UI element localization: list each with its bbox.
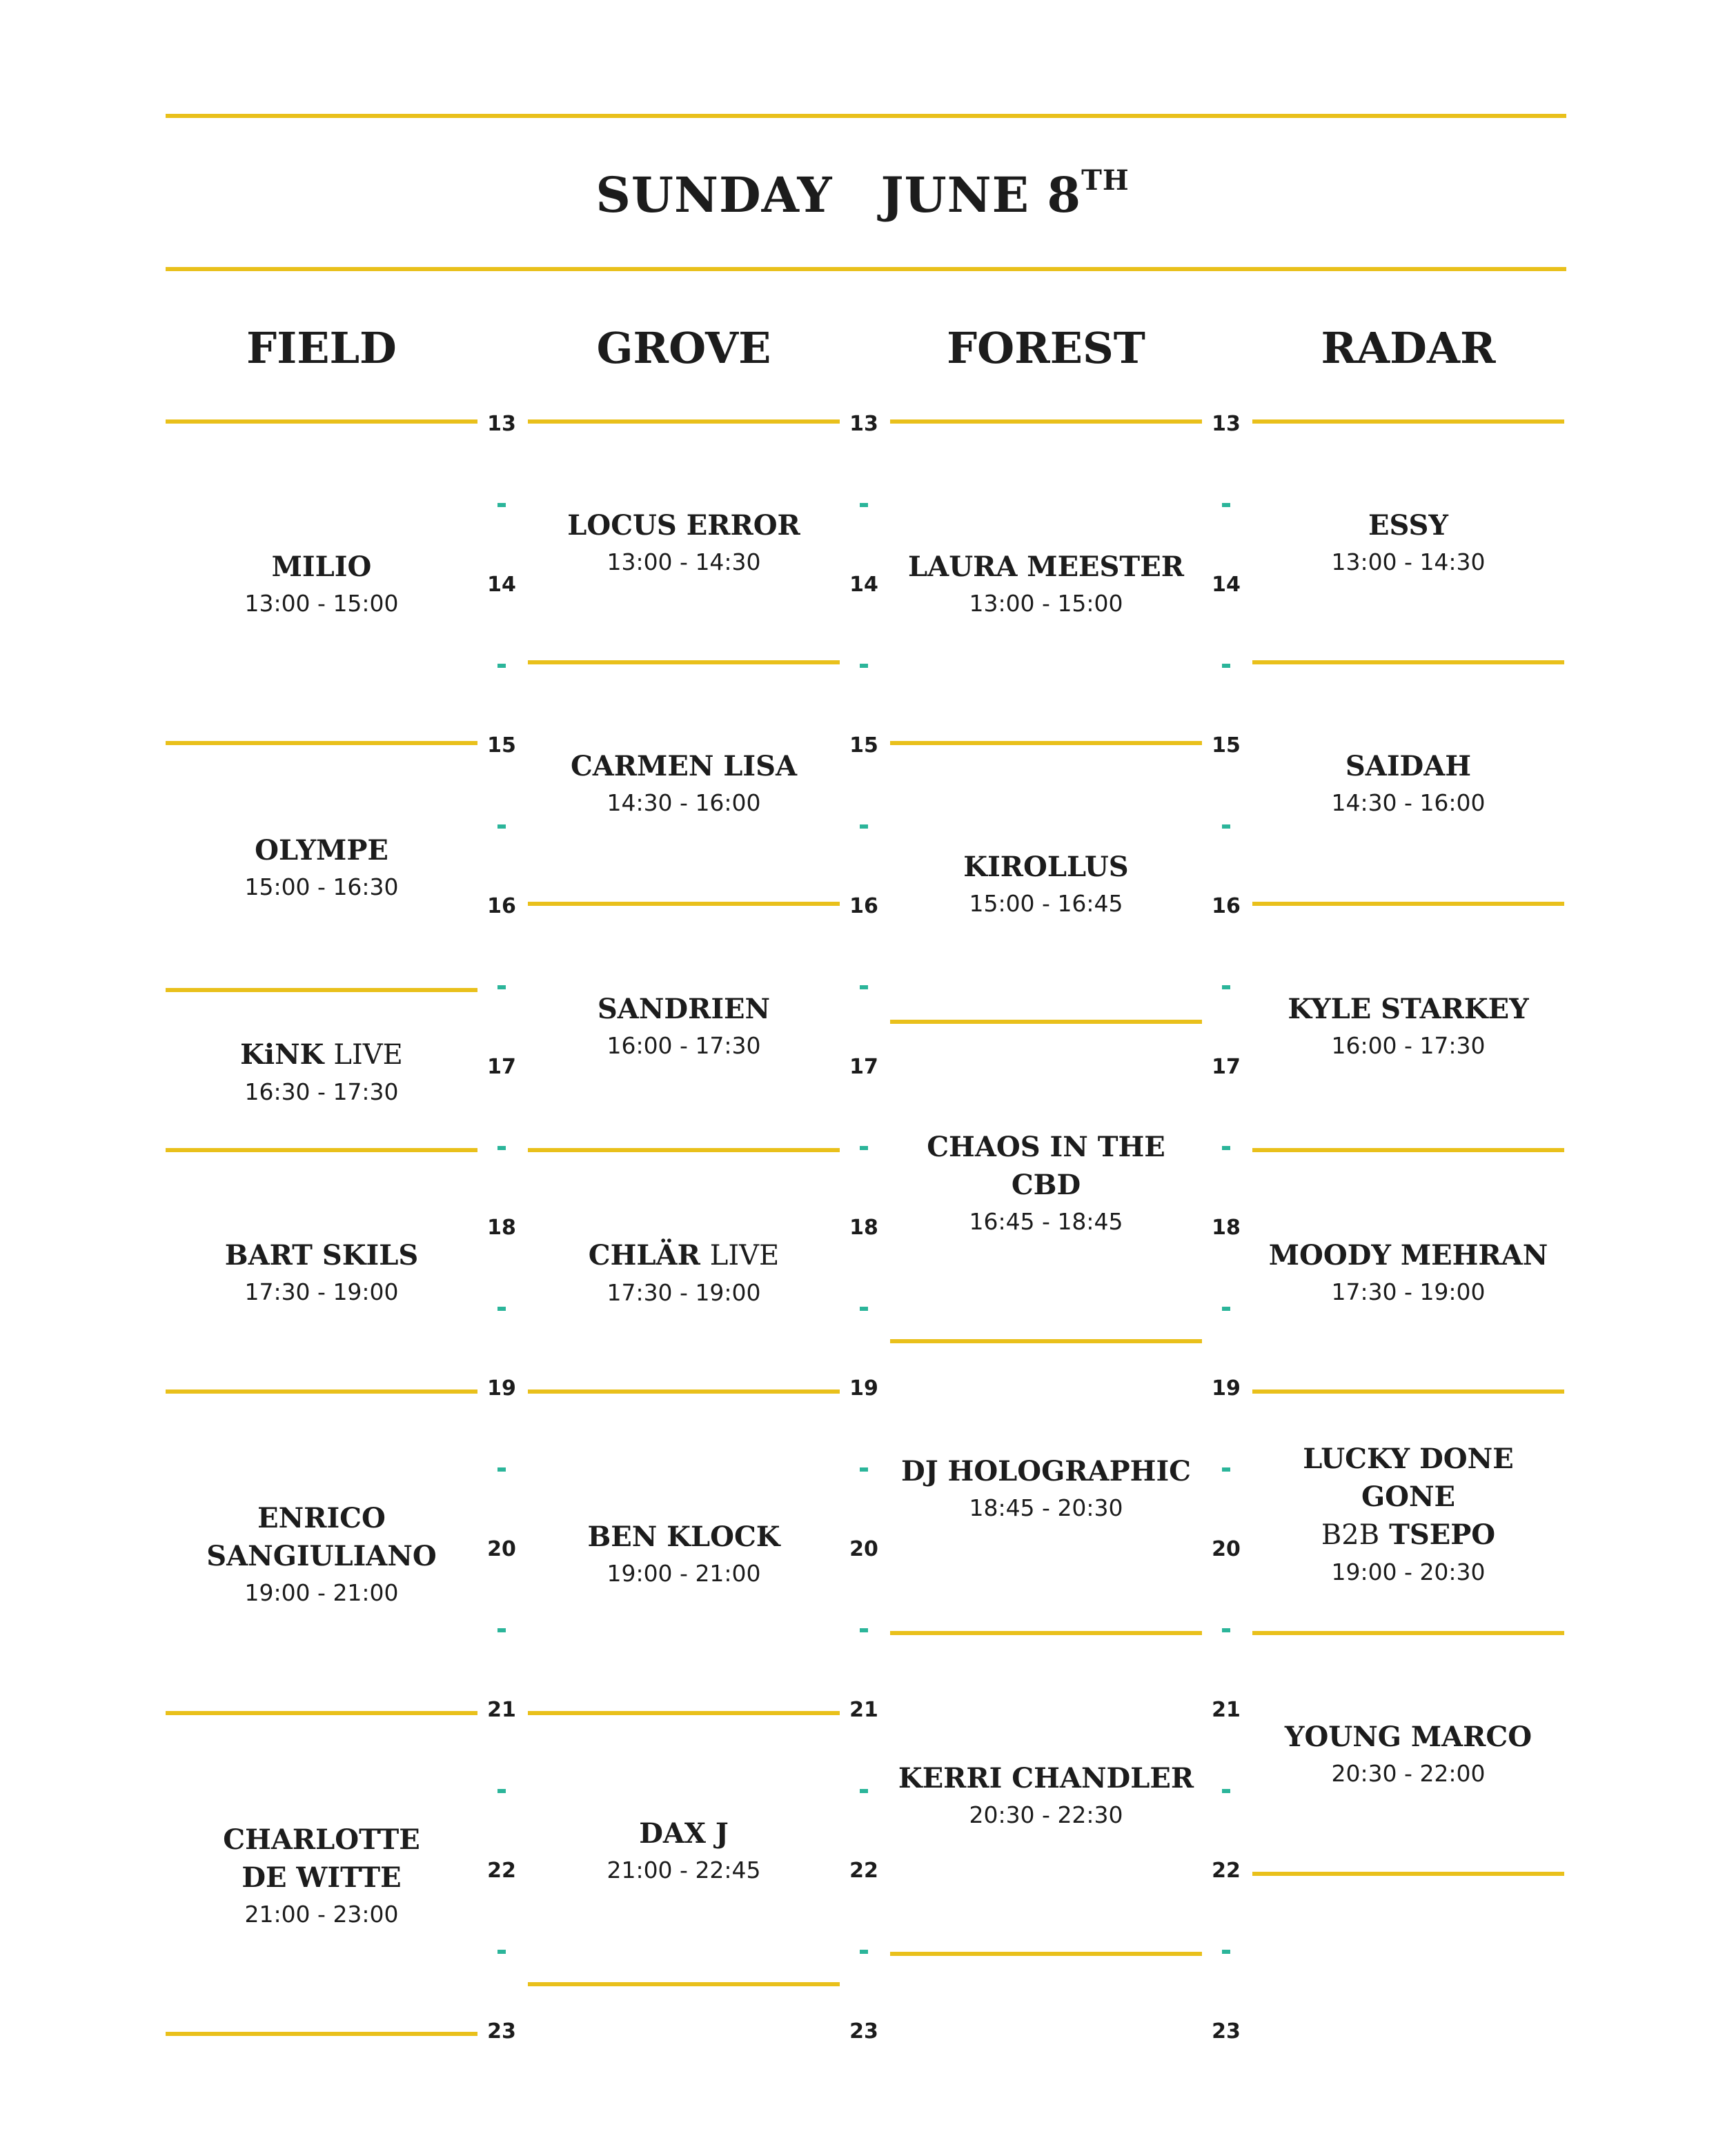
set-slot bbox=[1252, 1392, 1564, 1633]
artist-name: CHAOS IN THE CBD bbox=[927, 1131, 1165, 1201]
set-slot bbox=[166, 990, 477, 1150]
set-slot bbox=[1252, 662, 1564, 901]
hour-label: 13 bbox=[849, 412, 878, 436]
hour-label: 20 bbox=[849, 1537, 878, 1561]
artist-partner: TSEPO bbox=[1389, 1518, 1496, 1551]
half-hour-dash bbox=[860, 503, 868, 507]
set-slot bbox=[528, 904, 840, 1145]
set-slot bbox=[890, 422, 1202, 743]
live-tag: LIVE bbox=[709, 1239, 780, 1272]
set-time: 17:30 - 19:00 bbox=[244, 1278, 399, 1305]
half-hour-dash bbox=[497, 1146, 506, 1150]
hour-label: 18 bbox=[1212, 1216, 1241, 1240]
set-time: 13:00 - 14:30 bbox=[1331, 548, 1486, 575]
live-tag: LIVE bbox=[333, 1038, 403, 1071]
set-slot bbox=[166, 743, 477, 989]
set-time: 21:00 - 22:45 bbox=[607, 1856, 761, 1883]
set-slot bbox=[1252, 422, 1564, 660]
half-hour-dash bbox=[860, 664, 868, 668]
hour-label: 17 bbox=[1212, 1055, 1241, 1079]
set-time: 15:00 - 16:45 bbox=[969, 889, 1123, 917]
set-slot bbox=[166, 1713, 477, 2035]
hour-label: 13 bbox=[1212, 412, 1241, 436]
set-divider bbox=[1252, 1872, 1564, 1876]
stage-header-forest: FOREST bbox=[947, 323, 1145, 373]
artist-name: BART SKILS bbox=[224, 1239, 419, 1272]
artist-name: DAX J bbox=[639, 1817, 729, 1850]
set-time: 20:30 - 22:00 bbox=[1331, 1760, 1486, 1787]
half-hour-dash bbox=[860, 1307, 868, 1311]
set-slot bbox=[528, 422, 840, 660]
hour-label: 16 bbox=[849, 894, 878, 918]
half-hour-dash bbox=[860, 824, 868, 829]
half-hour-dash bbox=[497, 664, 506, 668]
set-slot bbox=[1252, 1633, 1564, 1872]
artist-name: YOUNG MARCO bbox=[1284, 1721, 1532, 1753]
hour-label: 15 bbox=[487, 733, 516, 758]
artist-name: OLYMPE bbox=[255, 834, 388, 867]
set-time: 14:30 - 16:00 bbox=[1331, 789, 1486, 816]
set-time: 13:00 - 15:00 bbox=[244, 590, 399, 617]
date-suffix: TH bbox=[1081, 164, 1130, 197]
set-time: 19:00 - 21:00 bbox=[244, 1579, 399, 1606]
half-hour-dash bbox=[1222, 1628, 1230, 1632]
hour-label: 21 bbox=[1212, 1698, 1241, 1722]
artist-name: LOCUS ERROR bbox=[567, 509, 800, 542]
half-hour-dash bbox=[860, 1467, 868, 1472]
set-time: 14:30 - 16:00 bbox=[607, 789, 761, 816]
set-divider bbox=[890, 1952, 1202, 1956]
artist-name: MOODY MEHRAN bbox=[1268, 1239, 1548, 1272]
hour-label: 21 bbox=[849, 1698, 878, 1722]
artist-main: CHLÄR bbox=[588, 1238, 700, 1272]
artist-name: LUCKY DONE GONE bbox=[1303, 1442, 1514, 1513]
day-label: SUNDAY bbox=[595, 166, 833, 224]
artist-name: MILIO bbox=[271, 551, 372, 583]
set-slot bbox=[528, 1150, 840, 1392]
set-slot bbox=[890, 1341, 1202, 1632]
half-hour-dash bbox=[497, 1628, 506, 1632]
artist-name: CHARLOTTE DE WITTE bbox=[223, 1823, 420, 1894]
half-hour-dash bbox=[860, 1628, 868, 1632]
artist-name: LAURA MEESTER bbox=[908, 551, 1184, 583]
set-time: 16:45 - 18:45 bbox=[969, 1208, 1123, 1235]
artist-name: BEN KLOCK bbox=[587, 1521, 780, 1553]
hour-label: 15 bbox=[849, 733, 878, 758]
artist-name: SAIDAH bbox=[1345, 750, 1472, 782]
page-title bbox=[0, 164, 1725, 224]
set-slot bbox=[890, 1022, 1202, 1341]
set-slot bbox=[528, 1392, 840, 1713]
set-slot bbox=[890, 1633, 1202, 1954]
set-slot bbox=[528, 662, 840, 901]
hour-label: 15 bbox=[1212, 733, 1241, 758]
set-time: 16:00 - 17:30 bbox=[607, 1032, 761, 1059]
set-time: 16:00 - 17:30 bbox=[1331, 1032, 1486, 1059]
artist-name: KYLE STARKEY bbox=[1288, 993, 1529, 1025]
date-label: JUNE 8 bbox=[880, 166, 1082, 224]
hour-label: 17 bbox=[849, 1055, 878, 1079]
half-hour-dash bbox=[1222, 824, 1230, 829]
set-slot bbox=[166, 422, 477, 743]
artist-name: ESSY bbox=[1368, 509, 1448, 542]
half-hour-dash bbox=[1222, 985, 1230, 989]
set-time: 15:00 - 16:30 bbox=[244, 873, 399, 900]
half-hour-dash bbox=[1222, 1950, 1230, 1954]
header-bottom-rule bbox=[166, 267, 1566, 271]
set-slot bbox=[890, 743, 1202, 1021]
set-slot bbox=[1252, 1150, 1564, 1392]
hour-label: 23 bbox=[487, 2019, 516, 2044]
artist-name: KIROLLUS bbox=[963, 850, 1129, 883]
set-time: 20:30 - 22:30 bbox=[969, 1801, 1123, 1828]
half-hour-dash bbox=[860, 1146, 868, 1150]
set-time: 18:45 - 20:30 bbox=[969, 1494, 1123, 1521]
set-slot bbox=[166, 1392, 477, 1713]
hour-label: 22 bbox=[849, 1859, 878, 1883]
set-divider bbox=[528, 1982, 840, 1986]
stage-header-grove: GROVE bbox=[596, 323, 771, 373]
set-slot bbox=[166, 1150, 477, 1392]
set-time: 13:00 - 14:30 bbox=[607, 548, 761, 575]
half-hour-dash bbox=[1222, 1307, 1230, 1311]
half-hour-dash bbox=[497, 1307, 506, 1311]
artist-name bbox=[589, 1236, 779, 1275]
hour-label: 23 bbox=[849, 2019, 878, 2044]
hour-label: 21 bbox=[487, 1698, 516, 1722]
set-divider bbox=[166, 2032, 477, 2036]
half-hour-dash bbox=[497, 1789, 506, 1793]
hour-label: 20 bbox=[1212, 1537, 1241, 1561]
hour-label: 17 bbox=[487, 1055, 516, 1079]
set-time: 13:00 - 15:00 bbox=[969, 590, 1123, 617]
half-hour-dash bbox=[497, 503, 506, 507]
half-hour-dash bbox=[1222, 1789, 1230, 1793]
set-time: 17:30 - 19:00 bbox=[1331, 1278, 1486, 1305]
artist-name: SANDRIEN bbox=[597, 993, 771, 1025]
set-slot bbox=[1252, 904, 1564, 1145]
half-hour-dash bbox=[860, 985, 868, 989]
b2b-tag: B2B bbox=[1321, 1519, 1380, 1551]
half-hour-dash bbox=[497, 1467, 506, 1472]
set-time: 16:30 - 17:30 bbox=[244, 1078, 399, 1105]
hour-label: 22 bbox=[1212, 1859, 1241, 1883]
half-hour-dash bbox=[497, 824, 506, 829]
half-hour-dash bbox=[860, 1789, 868, 1793]
hour-label: 20 bbox=[487, 1537, 516, 1561]
artist-main: KiNK bbox=[240, 1038, 324, 1071]
set-time: 19:00 - 21:00 bbox=[607, 1560, 761, 1587]
hour-label: 18 bbox=[487, 1216, 516, 1240]
half-hour-dash bbox=[497, 985, 506, 989]
artist-name: DJ HOLOGRAPHIC bbox=[901, 1455, 1191, 1487]
half-hour-dash bbox=[1222, 1467, 1230, 1472]
set-slot bbox=[528, 1713, 840, 1984]
half-hour-dash bbox=[1222, 503, 1230, 507]
hour-label: 16 bbox=[1212, 894, 1241, 918]
hour-label: 22 bbox=[487, 1859, 516, 1883]
artist-name: KERRI CHANDLER bbox=[898, 1761, 1194, 1794]
half-hour-dash bbox=[497, 1950, 506, 1954]
hour-label: 14 bbox=[1212, 573, 1241, 597]
half-hour-dash bbox=[1222, 1146, 1230, 1150]
half-hour-dash bbox=[860, 1950, 868, 1954]
artist-name bbox=[240, 1036, 403, 1074]
hour-label: 19 bbox=[1212, 1376, 1241, 1401]
hour-label: 16 bbox=[487, 894, 516, 918]
set-time: 19:00 - 20:30 bbox=[1331, 1558, 1486, 1585]
hour-label: 19 bbox=[849, 1376, 878, 1401]
half-hour-dash bbox=[1222, 664, 1230, 668]
hour-label: 23 bbox=[1212, 2019, 1241, 2044]
artist-name: CARMEN LISA bbox=[570, 750, 798, 782]
hour-label: 19 bbox=[487, 1376, 516, 1401]
stage-header-radar: RADAR bbox=[1321, 323, 1496, 373]
set-time: 21:00 - 23:00 bbox=[244, 1900, 399, 1928]
header-top-rule bbox=[166, 114, 1566, 118]
hour-label: 18 bbox=[849, 1216, 878, 1240]
set-time: 17:30 - 19:00 bbox=[607, 1278, 761, 1306]
hour-label: 14 bbox=[849, 573, 878, 597]
hour-label: 14 bbox=[487, 573, 516, 597]
stage-header-field: FIELD bbox=[246, 323, 397, 373]
artist-name: ENRICO SANGIULIANO bbox=[206, 1501, 437, 1572]
artist-name-b2b bbox=[1321, 1516, 1495, 1554]
hour-label: 13 bbox=[487, 412, 516, 436]
